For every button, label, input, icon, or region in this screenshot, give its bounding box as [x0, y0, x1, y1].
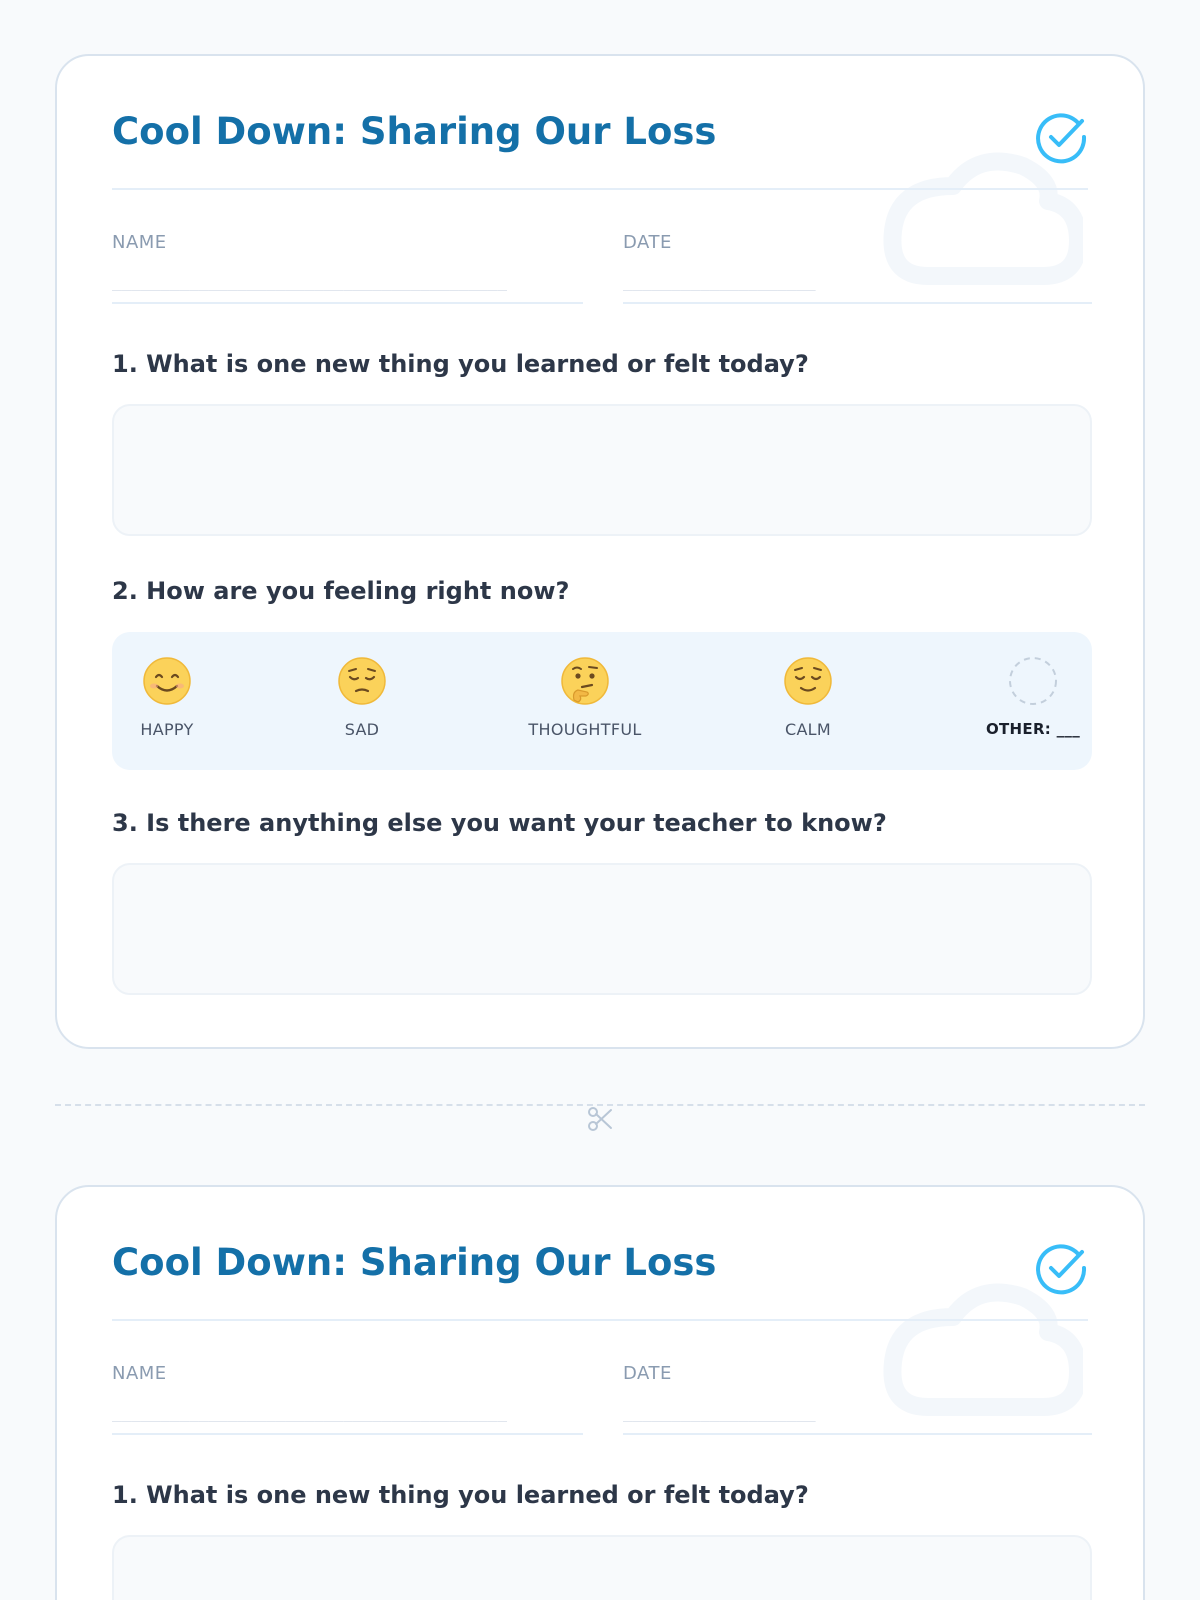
pensive-face-icon — [337, 656, 387, 706]
mood-selector — [112, 632, 1092, 770]
thinking-face-icon — [560, 656, 610, 706]
title-row — [112, 1237, 1088, 1321]
worksheet-title: Cool Down: Sharing Our Loss — [112, 110, 717, 153]
mood-label-sad: SAD — [344, 720, 380, 739]
name-field[interactable] — [112, 232, 583, 304]
worksheet-card — [55, 54, 1145, 1049]
mood-option-calm[interactable] — [728, 632, 888, 770]
mood-label-calm: CALM — [784, 720, 832, 739]
mood-option-sad[interactable] — [282, 632, 442, 770]
mood-label-other: OTHER: ___ — [985, 720, 1081, 738]
smiling-face-icon — [142, 656, 192, 706]
relieved-face-icon — [783, 656, 833, 706]
mood-option-happy[interactable] — [87, 632, 247, 770]
date-blank: ____________________ — [623, 272, 816, 291]
name-blank: _________________________________________ — [112, 1403, 507, 1422]
question-3: 3. Is there anything else you want your teacher to know? — [112, 809, 887, 837]
worksheet-title: Cool Down: Sharing Our Loss — [112, 1241, 717, 1284]
question-1: 1. What is one new thing you learned or felt today? — [112, 350, 809, 378]
check-circle-icon — [1034, 110, 1088, 164]
name-label: NAME — [112, 1363, 167, 1384]
mood-label-thoughtful: THOUGHTFUL — [528, 720, 642, 739]
answer-box-1[interactable] — [112, 404, 1092, 536]
date-label: DATE — [623, 232, 672, 253]
name-field[interactable] — [112, 1363, 583, 1435]
answer-box-3[interactable] — [112, 863, 1092, 995]
date-label: DATE — [623, 1363, 672, 1384]
worksheet-card-copy — [55, 1185, 1145, 1600]
date-field[interactable] — [623, 1363, 1092, 1435]
question-2: 2. How are you feeling right now? — [112, 577, 570, 605]
mood-option-thoughtful[interactable] — [505, 632, 665, 770]
check-circle-icon — [1034, 1241, 1088, 1295]
question-1: 1. What is one new thing you learned or felt today? — [112, 1481, 809, 1509]
title-row — [112, 106, 1088, 190]
name-label: NAME — [112, 232, 167, 253]
answer-box-1[interactable] — [112, 1535, 1092, 1600]
name-blank: _________________________________________ — [112, 272, 507, 291]
date-blank: ____________________ — [623, 1403, 816, 1422]
scissors-icon — [587, 1106, 613, 1132]
mood-option-other[interactable] — [953, 632, 1113, 770]
dashed-circle-icon — [1008, 656, 1058, 706]
date-field[interactable] — [623, 232, 1092, 304]
mood-label-happy: HAPPY — [140, 720, 194, 739]
